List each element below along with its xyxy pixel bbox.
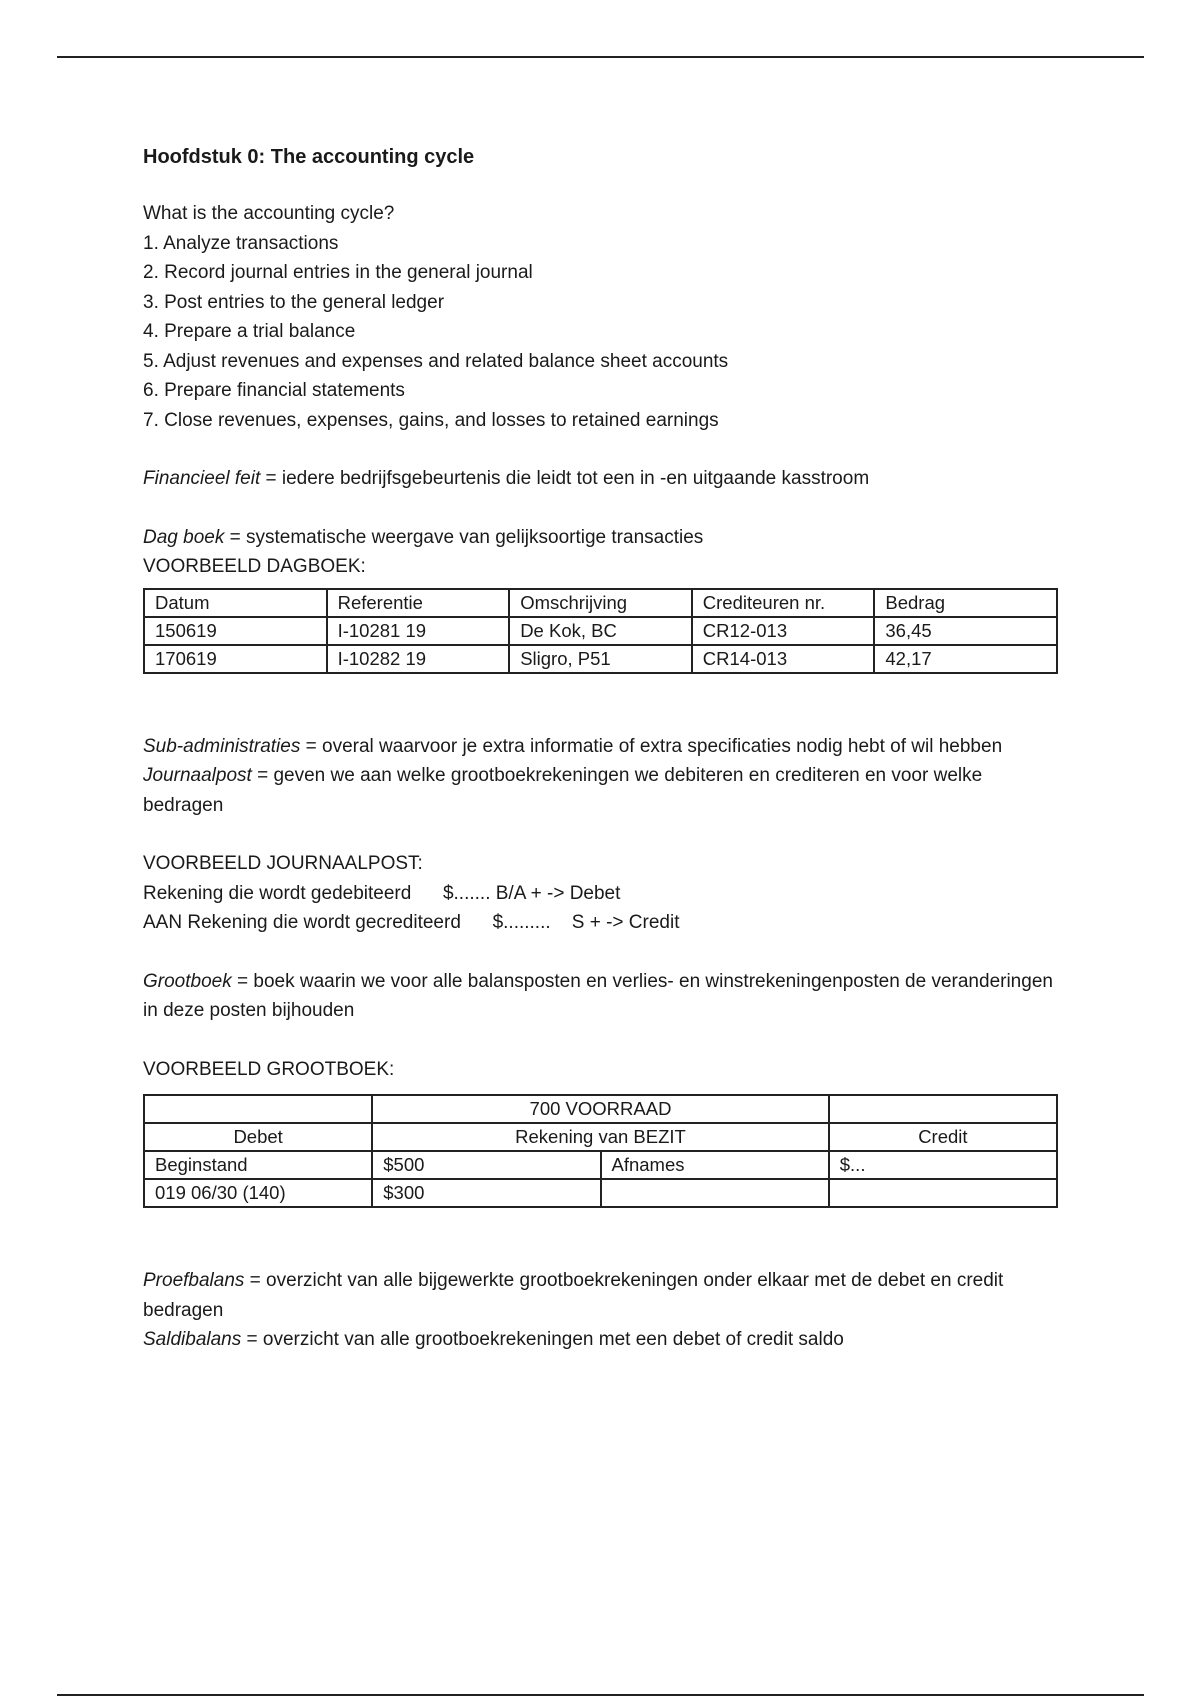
dagboek-example-label: VOORBEELD DAGBOEK: xyxy=(143,556,366,577)
top-rule xyxy=(57,56,1144,58)
table-cell: $... xyxy=(829,1151,1057,1179)
page-title: Hoofdstuk 0: The accounting cycle xyxy=(143,146,475,168)
table-header-cell: Referentie xyxy=(327,589,510,617)
account-title-cell: 700 VOORRAAD xyxy=(372,1095,829,1123)
table-cell: Beginstand xyxy=(144,1151,372,1179)
definition-grootboek xyxy=(143,967,1058,1026)
table-cell: 42,17 xyxy=(874,645,1057,673)
grootboek-example-label: VOORBEELD GROOTBOEK: xyxy=(143,1058,395,1080)
definition-dagboek xyxy=(143,523,1058,553)
cycle-step: 4. Prepare a trial balance xyxy=(143,321,356,342)
definition-text: = overal waarvoor je extra informatie of extra specificaties nodig hebt of wil hebben xyxy=(300,735,1003,757)
cycle-step: 1. Analyze transactions xyxy=(143,232,339,254)
definition-text: = iedere bedrijfsgebeurtenis die leidt tot een in -en uitgaande kasstroom xyxy=(260,468,870,489)
term-grootboek: Grootboek xyxy=(143,970,232,992)
cycle-step: 5. Adjust revenues and expenses and related balance sheet accounts xyxy=(143,350,729,372)
definition-journaalpost xyxy=(143,761,1058,820)
account-type-cell: Rekening van BEZIT xyxy=(372,1123,829,1151)
table-header-cell: Crediteuren nr. xyxy=(692,589,875,617)
table-cell: I-10282 19 xyxy=(327,645,510,673)
term-sub-administraties: Sub-administraties xyxy=(143,735,301,757)
table-cell: 170619 xyxy=(144,645,327,673)
cycle-step: 6. Prepare financial statements xyxy=(143,380,405,401)
table-row xyxy=(144,1123,1057,1151)
table-cell: 150619 xyxy=(144,617,327,645)
table-header-cell: Bedrag xyxy=(874,589,1057,617)
cycle-step: 7. Close revenues, expenses, gains, and losses to retained earnings xyxy=(143,409,719,431)
table-header-cell: Omschrijving xyxy=(509,589,692,617)
journaalpost-credit-line: AAN Rekening die wordt gecrediteerd $......... S + -> Credit xyxy=(143,912,680,933)
term-proefbalans: Proefbalans xyxy=(143,1270,245,1291)
table-row xyxy=(144,645,1057,673)
debet-header-cell: Debet xyxy=(144,1123,372,1151)
table-cell: 019 06/30 (140) xyxy=(144,1179,372,1207)
table-cell: Sligro, P51 xyxy=(509,645,692,673)
term-dagboek: Dag boek xyxy=(143,526,225,548)
credit-header-cell: Credit xyxy=(829,1123,1057,1151)
definition-text: = overzicht van alle bijgewerkte grootboekrekeningen onder elkaar met de debet en credit bedragen xyxy=(143,1270,1004,1321)
definition-saldibalans xyxy=(143,1325,1058,1355)
journaalpost-example-label: VOORBEELD JOURNAALPOST: xyxy=(143,853,423,874)
table-cell-empty xyxy=(829,1095,1057,1123)
definition-sub-administraties xyxy=(143,732,1058,762)
term-saldibalans: Saldibalans xyxy=(143,1329,242,1350)
definition-text: = systematische weergave van gelijksoortige transacties xyxy=(224,526,704,548)
table-cell: $300 xyxy=(372,1179,600,1207)
table-header-row xyxy=(144,589,1057,617)
table-cell: CR12-013 xyxy=(692,617,875,645)
table-cell: Afnames xyxy=(601,1151,829,1179)
table-cell: De Kok, BC xyxy=(509,617,692,645)
table-cell: 36,45 xyxy=(874,617,1057,645)
table-row xyxy=(144,1179,1057,1207)
table-header-cell: Datum xyxy=(144,589,327,617)
dagboek-table xyxy=(143,588,1058,674)
table-row xyxy=(144,1151,1057,1179)
table-row xyxy=(144,617,1057,645)
definition-financieel-feit xyxy=(143,464,1058,494)
cycle-step: 3. Post entries to the general ledger xyxy=(143,291,445,313)
cycle-question: What is the accounting cycle? xyxy=(143,203,395,224)
bottom-rule xyxy=(57,1694,1144,1696)
table-row xyxy=(144,1095,1057,1123)
table-cell xyxy=(601,1179,829,1207)
table-cell-empty xyxy=(144,1095,372,1123)
document-body xyxy=(143,142,1058,1355)
term-journaalpost: Journaalpost xyxy=(143,765,252,786)
cycle-step: 2. Record journal entries in the general journal xyxy=(143,262,533,283)
table-cell xyxy=(829,1179,1057,1207)
table-cell: $500 xyxy=(372,1151,600,1179)
definition-text: = geven we aan welke grootboekrekeningen we debiteren en crediteren en voor welke bedragen xyxy=(143,765,983,816)
definition-text: = overzicht van alle grootboekrekeningen met een debet of credit saldo xyxy=(241,1329,844,1350)
definition-proefbalans xyxy=(143,1266,1058,1325)
table-cell: I-10281 19 xyxy=(327,617,510,645)
journaalpost-debit-line: Rekening die wordt gedebiteerd $....... B/A + -> Debet xyxy=(143,882,621,904)
table-cell: CR14-013 xyxy=(692,645,875,673)
term-financieel-feit: Financieel feit xyxy=(143,468,261,489)
grootboek-table xyxy=(143,1094,1058,1208)
definition-text: = boek waarin we voor alle balansposten en verlies- en winstrekeningenposten de veranderingen in deze posten bijhouden xyxy=(143,970,1053,1021)
